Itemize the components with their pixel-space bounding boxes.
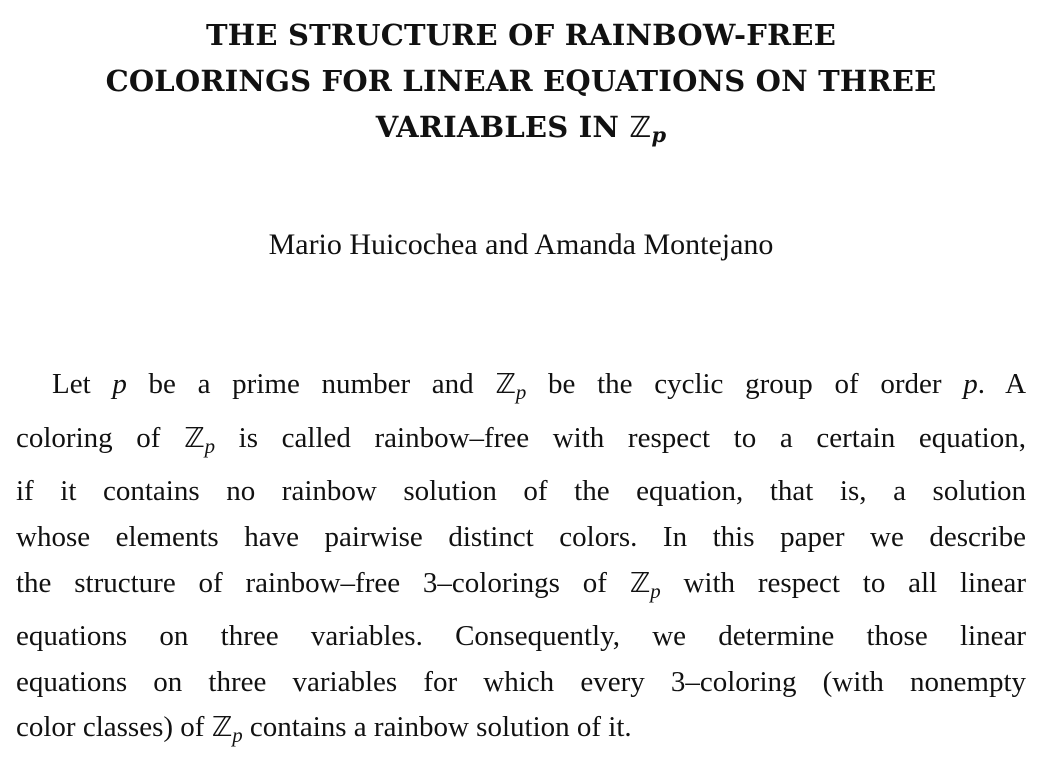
- math-subscript: p: [204, 433, 216, 458]
- paper-title: [0, 12, 1042, 158]
- math-p: p: [963, 368, 978, 400]
- title-math-subscript: p: [651, 122, 667, 148]
- authors: Mario Huicochea and Amanda Montejano: [268, 228, 774, 261]
- math-subscript: p: [650, 578, 661, 603]
- abstract-line-7: equations on three variables for which every 3–coloring (with nonempty: [16, 665, 1026, 698]
- math-subscript: p: [232, 723, 243, 748]
- abstract-line-5: [16, 561, 1026, 615]
- title-math-z: ℤ: [629, 110, 652, 144]
- text-fragment: be a prime number and: [126, 368, 496, 400]
- abstract: [16, 362, 1026, 759]
- math-z: ℤ: [184, 421, 205, 454]
- abstract-line-6: equations on three variables. Consequently, we determine those linear: [16, 620, 1026, 653]
- math-p: p: [112, 368, 127, 400]
- math-z: ℤ: [495, 368, 516, 400]
- abstract-line-4: whose elements have pairwise distinct colors. In this paper we describe: [16, 520, 1026, 553]
- math-subscript: p: [515, 379, 527, 404]
- abstract-line-1: [16, 362, 1026, 416]
- title-line-3-text: VARIABLES IN: [375, 110, 630, 144]
- math-z: ℤ: [211, 711, 233, 744]
- title-line-2: COLORINGS FOR LINEAR EQUATIONS ON THREE: [105, 64, 937, 98]
- title-line-1: THE STRUCTURE OF RAINBOW-FREE: [206, 18, 836, 52]
- text-fragment: . A: [977, 368, 1027, 400]
- text-fragment: the structure of rainbow–free 3–colorings of: [16, 566, 630, 599]
- text-fragment: be the cyclic group of order: [526, 368, 964, 400]
- text-fragment: contains a rainbow solution of it.: [242, 711, 632, 744]
- abstract-line-3: if it contains no rainbow solution of the equation, that is, a solution: [16, 475, 1026, 508]
- abstract-line-8: [16, 705, 1026, 759]
- math-z: ℤ: [629, 566, 651, 599]
- title-line-3: [0, 104, 1042, 158]
- text-fragment: color classes) of: [16, 711, 212, 744]
- text-fragment: Let: [52, 368, 113, 400]
- text-fragment: is called rainbow–free with respect to a certain equation,: [215, 421, 1026, 454]
- abstract-line-2: [16, 416, 1026, 470]
- text-fragment: coloring of: [16, 421, 185, 454]
- text-fragment: with respect to all linear: [660, 566, 1027, 599]
